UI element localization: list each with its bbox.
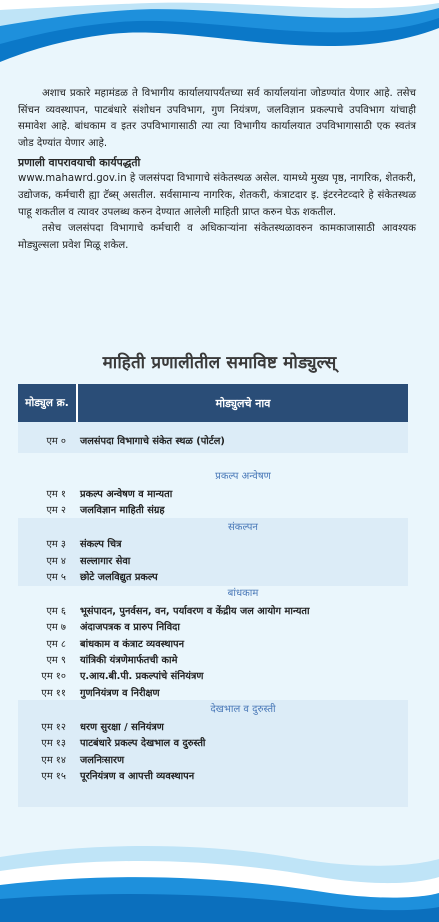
intro-paragraph-1: अशाच प्रकारे महामंडळ ते विभागीय कार्यालयापर्यंतच्या सर्व कार्यालयांना जोडण्यांत येणार आहे. तसेच सिंचन व्यवस्थापन, पाटबंधारे संशोधन उपविभाग, गुण नियंत्रण, जलविज्ञान प्रकल्पाचे उपविभाग यांचाही समावेश आहे. बांधकाम व इतर उपविभागासाठी त्या त्या विभागीय कार्यालयात उपविभागासाठी एक स्वतंत्र जोड देण्यांत येणार आहे. [18, 88, 416, 149]
module-code: एम ६ [46, 606, 66, 618]
table-row [18, 751, 408, 767]
table-row [18, 485, 408, 501]
top-wave-decoration [0, 0, 439, 70]
module-code: एम ११ [41, 687, 66, 699]
module-name: जलनिःसारण [80, 754, 125, 766]
table-row [18, 718, 408, 734]
module-name: सल्लागार सेवा [80, 555, 131, 567]
module-code: एम ३ [46, 539, 66, 551]
section-heading-investigation: प्रकल्प अन्वेषण [215, 471, 271, 482]
module-name: पूरनियंत्रण व आपत्ती व्यवस्थापन [80, 770, 195, 782]
module-name: भूसंपादन, पुनर्वसन, वन, पर्यावरण व केंद्रीय जल आयोग मान्यता [80, 606, 310, 618]
module-name: छोटे जलविद्युत प्रकल्प [80, 571, 158, 583]
module-name: धरण सुरक्षा / सनियंत्रण [80, 721, 164, 733]
table-row [18, 602, 408, 618]
module-code: एम १४ [41, 754, 66, 766]
intro-section [18, 86, 416, 254]
table-row [18, 635, 408, 651]
table-row [18, 651, 408, 667]
module-code: एम २ [46, 504, 66, 516]
section-heading-maintenance: देखभाल व दुरुस्ती [210, 704, 276, 716]
modules-table [18, 384, 408, 807]
module-group-design [18, 518, 408, 587]
module-name: गुणनियंत्रण व निरीक्षण [80, 687, 160, 699]
module-name: जलसंपदा विभागाचे संकेत स्थळ (पोर्टल) [80, 435, 225, 447]
modules-title: माहिती प्रणालीतील समाविष्ट मोड्युल्स् [102, 353, 337, 373]
table-row [18, 767, 408, 783]
procedure-subheading: प्रणाली वापरावयाची कार्यपद्धती [18, 156, 141, 170]
table-row [18, 429, 408, 451]
module-name: बांधकाम व कंत्राट व्यवस्थापन [80, 638, 185, 650]
intro-paragraph-3: तसेच जलसंपदा विभागाचे कर्मचारी व अधिकाऱ्यांना संकेतस्थळावरुन कामकाजासाठी आवश्यक मोड्युल्सला प्रवेश मिळू शकेल. [18, 223, 416, 251]
table-header [18, 384, 408, 422]
module-code: एम ५ [46, 571, 66, 583]
module-code: एम १५ [41, 770, 66, 782]
module-code: एम १३ [41, 738, 66, 750]
table-row [18, 568, 408, 584]
module-group-maintenance [18, 700, 408, 807]
table-row [18, 735, 408, 751]
module-group-portal [18, 427, 408, 453]
module-code: एम ८ [46, 638, 66, 650]
module-name: अंदाजपत्रक व प्रारुप निविदा [80, 622, 180, 634]
row-gap [18, 453, 408, 469]
table-row [18, 536, 408, 552]
module-code: एम ९ [46, 655, 66, 667]
table-row [18, 552, 408, 568]
module-code: एम १२ [41, 721, 66, 733]
table-row [18, 501, 408, 517]
module-code: एम ७ [46, 622, 66, 634]
bottom-wave-decoration [0, 837, 439, 922]
table-row [18, 684, 408, 700]
module-code: एम १ [46, 488, 66, 500]
intro-paragraph-2: www.mahawrd.gov.in हे जलसंपदा विभागाचे संकेतस्थळ असेल. यामध्ये मुख्य पृष्ठ, नागरिक, शेतकरी, उद्योजक, कर्मचारी ह्या टॅब्स् असतील. सर्वसामान्य नागरिक, शेतकरी, कंत्राटदार इ. इंटरनेटव्दारे हे संकेतस्थळ पाहू शकतील व त्यावर उपलब्ध करुन देण्यात आलेली माहिती प्राप्त करुन घेऊ शकतील. [18, 173, 416, 218]
table-row [18, 668, 408, 684]
header-module-name: मोड्युलचे नाव [215, 396, 271, 410]
section-heading-design: संकल्पन [228, 521, 258, 533]
module-name: प्रकल्प अन्वेषण व मान्यता [80, 488, 173, 500]
module-name: जलविज्ञान माहिती संग्रह [80, 504, 165, 516]
module-code: एम १० [41, 671, 66, 683]
module-code: एम ० [46, 435, 66, 447]
table-row [18, 619, 408, 635]
section-heading-construction: बांधकाम [227, 588, 259, 600]
module-code: एम ४ [46, 555, 66, 567]
module-name: पाटबंधारे प्रकल्प देखभाल व दुरुस्ती [80, 738, 206, 750]
module-name: संकल्प चित्र [80, 539, 122, 551]
module-name: यांत्रिकी यंत्रणेमार्फतची कामे [80, 655, 178, 667]
header-module-number: मोड्युल क्र. [18, 384, 78, 422]
module-name: ए.आय.बी.पी. प्रकल्पांचे संनियंत्रण [80, 671, 204, 683]
